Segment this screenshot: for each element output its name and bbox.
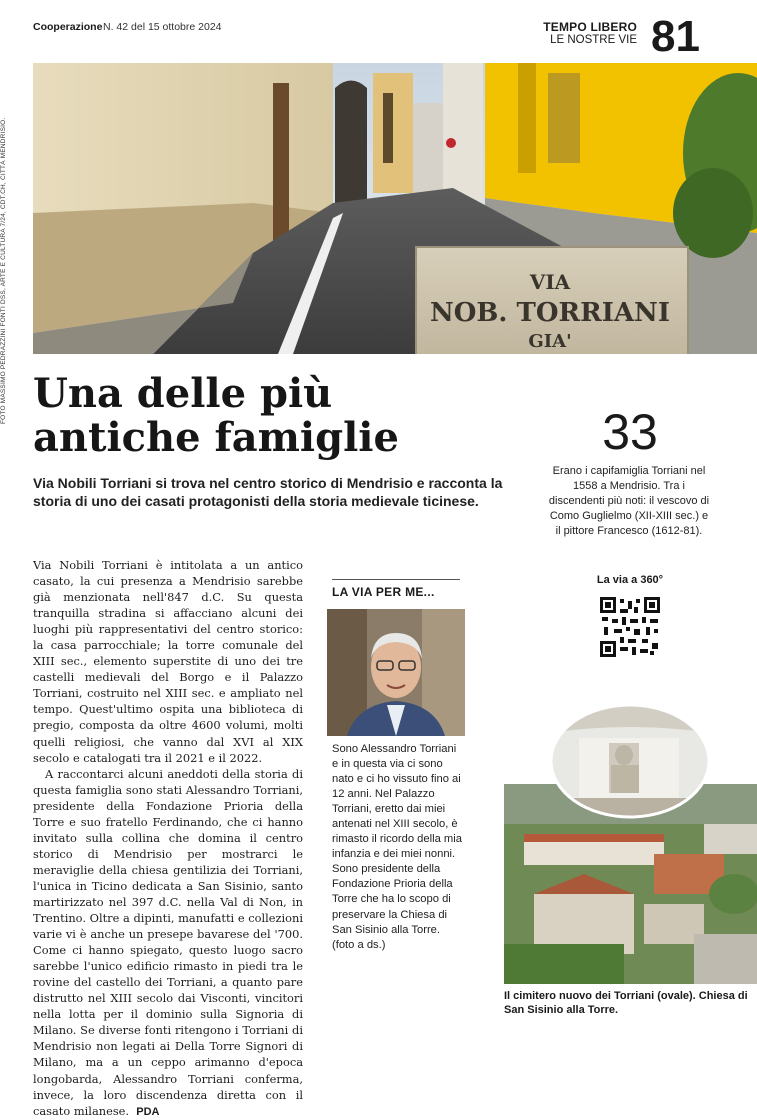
title-line-2: antiche famiglie xyxy=(33,414,399,461)
title-line-1: Una delle più xyxy=(33,370,333,417)
section-title: TEMPO LIBERO xyxy=(543,20,637,34)
street-illustration xyxy=(33,63,757,354)
article-body xyxy=(33,557,303,1120)
body-paragraph-2-text: A raccontarci alcuni aneddoti della storia di questa famiglia sono stati Alessandro Torriani, presidente della Fondazione Prioria della Torre e suo fratello Ferdinando, che ci hanno invitato sulla collina che domina il centro storico di Mendrisio per mostrarci le meraviglie della chiesa gentilizia dei Torriani, l'unica in Ticino dedicata a San Sisinio, santo martirizzato nel 397 d.C. nella Val di Non, in Trentino. Oltre a dipinti, manufatti e collezioni varie vi è anche un presepe bavarese del '700. Come ci hanno spiegato, questo luogo sacro sarebbe l'unico edificio rimasto in piedi tra le rovine del castello dei Torriani, a quanto pare distrutto nel XIII secolo dai Visconti, vincitori nella lotta per il dominio sulla Signoria di Milano. Se diverse fonti ritengono i Torriani di Mendrisio non legati ai Della Torre Signori di Milano, ma a un ceppo arimanno d'epoca longobarda, Alessandro Torriani conferma, invece, la loro discendenza diretta con il casato milanese. xyxy=(33,766,303,1118)
sidebar-heading: LA VIA PER ME... xyxy=(332,585,435,599)
qr-code-icon xyxy=(600,597,660,657)
body-paragraph-2 xyxy=(33,766,303,1120)
stat-text: Erano i capifamiglia Torriani nel 1558 a Mendrisio. Tra i discendenti più noti: il vescovo di Como Guglielmo (XII-XIII sec.) e il pittore Francesco (1612-81). xyxy=(548,465,710,537)
article-title xyxy=(33,372,503,460)
portrait-illustration xyxy=(327,609,465,736)
sign-text-line3: GIA' xyxy=(528,331,572,352)
stat-number: 33 xyxy=(602,404,658,460)
via-360-link[interactable]: La via a 360° xyxy=(596,574,664,586)
section-block xyxy=(543,21,637,47)
publication-name: Cooperazione xyxy=(33,21,103,33)
photo-credit: FOTO MASSIMO PEDRAZZINI FONTI DSS, ARTE E CULTURA 7/24, CDT.CH, CITTÀ MENDRISIO. xyxy=(0,117,7,424)
issue-label: N. 42 del 15 ottobre 2024 xyxy=(103,21,222,33)
page-number: 81 xyxy=(651,12,700,61)
hero-photo xyxy=(33,63,757,354)
article-lead: Via Nobili Torriani si trova nel centro storico di Mendrisio e racconta la storia di uno dei casati protagonisti della storia medievale ticinese. xyxy=(33,475,503,509)
sidebar-divider xyxy=(332,579,460,580)
sidebar-text: Sono Alessandro Torriani e in questa via ci sono nato e ci ho vissuto fino ai 12 anni. Nel Palazzo Torriani, eretto dai miei antenati nel XIII secolo, è rimasto il ricordo della mia infanzia e dei miei nonni. Sono presidente della Fondazione Prioria della Torre che ha lo scopo di preservare la Chiesa di San Sisinio alla Torre. (foto a ds.) xyxy=(332,743,462,951)
section-subtitle: LE NOSTRE VIE xyxy=(550,34,637,46)
qr-code[interactable] xyxy=(600,597,660,657)
sign-text-line2: NOB. TORRIANI xyxy=(430,298,670,328)
photo-caption: Il cimitero nuovo dei Torriani (ovale). Chiesa di San Sisinio alla Torre. xyxy=(504,990,748,1016)
portrait-photo xyxy=(327,609,465,736)
cemetery-illustration xyxy=(549,703,711,819)
body-paragraph-1: Via Nobili Torriani è intitolata a un antico casato, la cui presenza a Mendrisio sarebbe già menzionata nell'847 d.C. Su questa tranquilla stradina si affacciano alcuni dei luoghi più rappresentativi del centro storico: la casa parrocchiale; la torre comunale del XIII sec., elemento superstite di uno dei tre castelli medievali del Borgo e il Palazzo Torriani, costruito nel XIII sec. e ampliato nel tempo. Quest'ultimo ospita una biblioteca di pregio, composta da oltre 4600 volumi, molti quelli religiosi, che vanno dal XVI al XIX secolo e catalogati tra il 2021 e il 2022. xyxy=(33,558,303,765)
author-signature: PDA xyxy=(136,1105,160,1118)
cemetery-oval-photo xyxy=(549,703,711,819)
sign-text-line1: VIA xyxy=(529,270,571,294)
